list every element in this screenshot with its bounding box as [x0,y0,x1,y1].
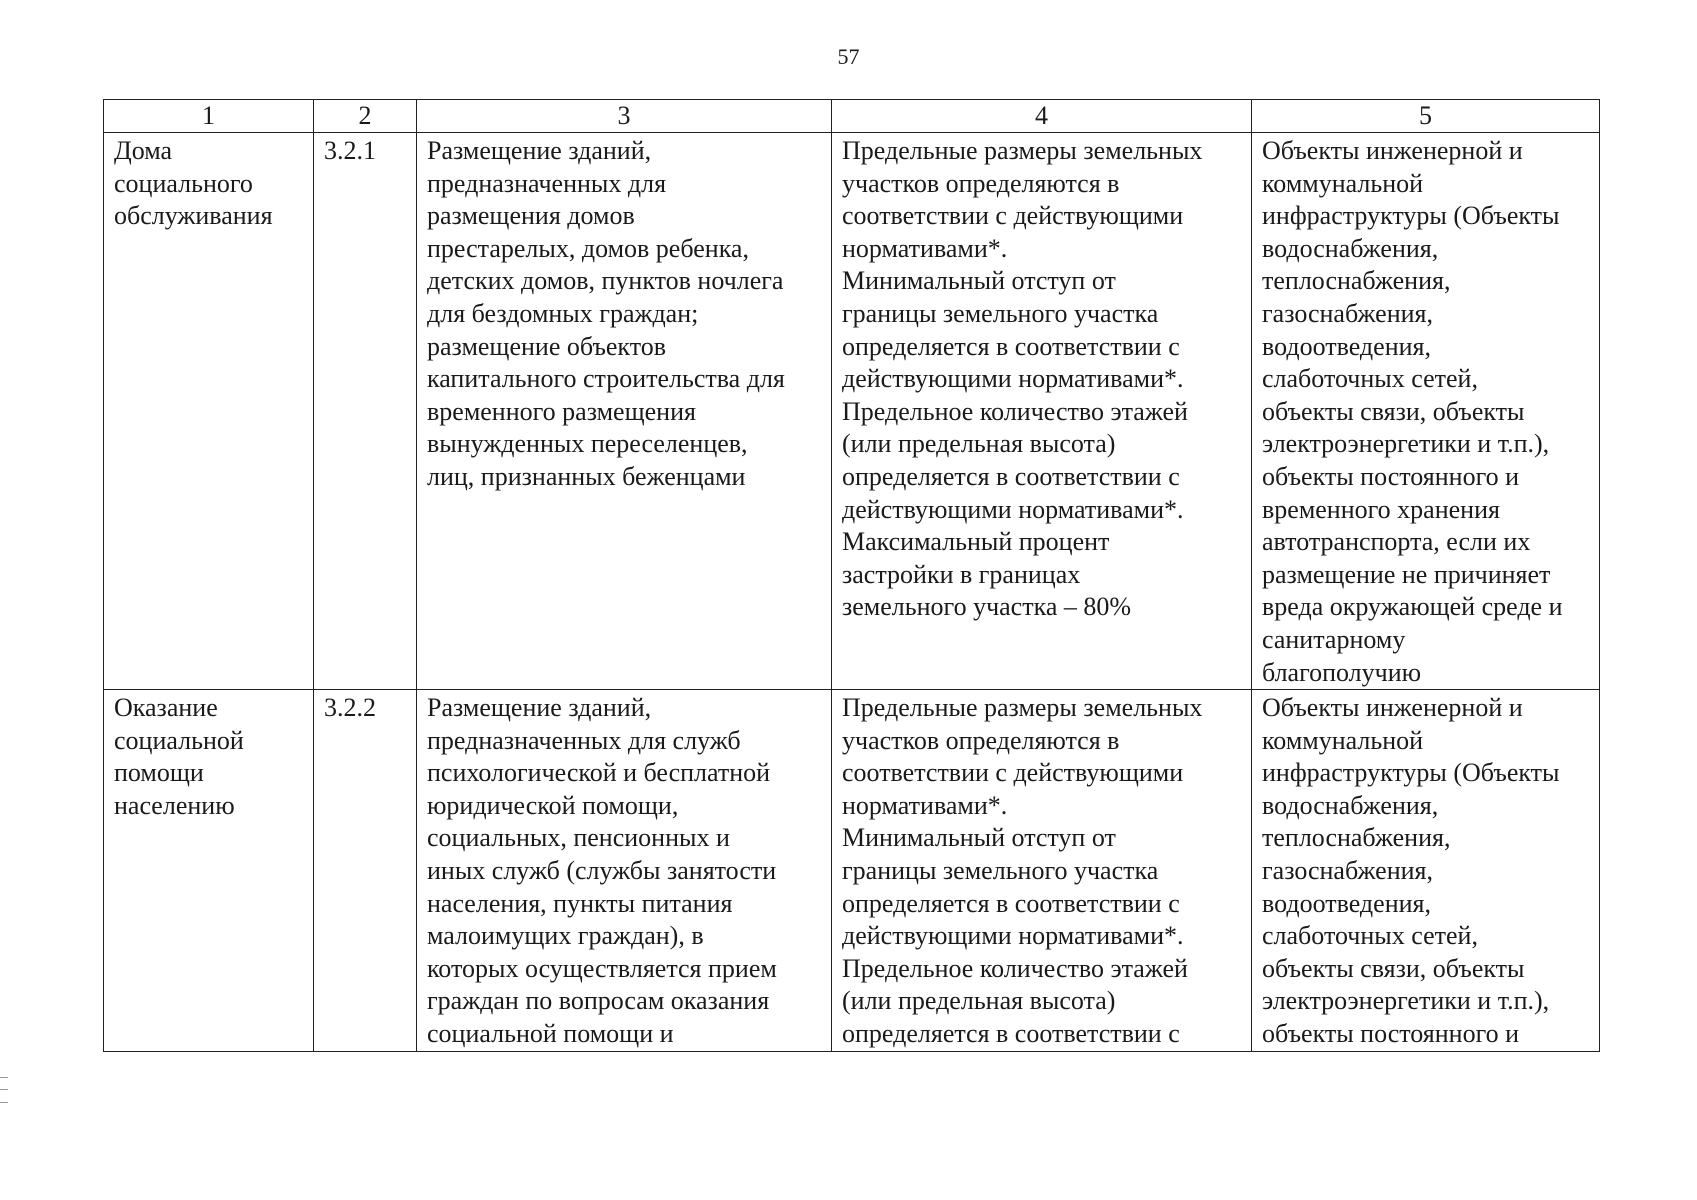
cell-text-line: иных служб (службы занятости [427,856,777,886]
cell-use-code [314,690,417,1052]
cell-text-line: лиц, признанных беженцами [427,461,746,491]
cell-use-description [417,133,832,690]
cell-text-line: социальной помощи и [427,1019,674,1049]
cell-text-line: Размещение зданий, [427,693,652,723]
cell-text-line: Предельное количество этажей [842,396,1188,426]
cell-text-line: Максимальный процент [842,527,1110,557]
cell-text-line: участков определяются в [842,725,1120,755]
cell-text-line: помощи [114,758,204,788]
cell-text-line: слаботочных сетей, [1262,921,1478,951]
cell-text-line: санитарному [1262,624,1406,654]
cell-text-line: Размещение зданий, [427,136,652,165]
cell-text-line: коммунальной [1262,168,1424,198]
cell-text-line: временного хранения [1262,494,1500,524]
cell-text-line: Дома [114,136,173,165]
cell-text-line: объекты связи, объекты [1262,396,1525,426]
cell-text-line: соответствии с действующими [842,758,1184,788]
column-header-2: 2 [314,100,417,133]
cell-text-line: водоотведения, [1262,888,1431,918]
cell-text-line: Предельные размеры земельных [842,136,1203,165]
cell-text-line: обслуживания [114,201,273,231]
land-use-table [103,99,1600,1052]
cell-text-line: предназначенных для служб [427,725,741,755]
cell-text-line: граждан по вопросам оказания [427,986,770,1016]
cell-text-line: (или предельная высота) [842,986,1116,1016]
cell-text-line: определяется в соответствии с [842,461,1180,491]
cell-auxiliary-uses [1252,133,1600,690]
header-row [104,100,1600,133]
cell-text-line: временного размещения [427,396,696,426]
cell-text-line: действующими нормативами*. [842,364,1184,394]
table-row [104,133,1600,690]
cell-text-line: социального [114,168,253,198]
cell-text-line: соответствии с действующими [842,201,1184,231]
cell-text-line: теплоснабжения, [1262,823,1451,853]
cell-text-line: благополучию [1262,657,1422,687]
cell-text-line: земельного участка – 80% [842,592,1132,622]
column-header-4: 4 [832,100,1252,133]
cell-text-line: Минимальный отступ от [842,266,1116,296]
cell-text-line: газоснабжения, [1262,298,1433,328]
cell-text-line: Предельные размеры земельных [842,693,1203,723]
cell-text-line: участков определяются в [842,168,1120,198]
table-row [104,690,1600,1052]
cell-text-line: автотранспорта, если их [1262,527,1531,557]
page-number: 57 [837,44,860,69]
cell-use-name [104,690,314,1052]
cell-text-line: населению [114,790,235,820]
cell-text-line: для бездомных граждан; [427,298,699,328]
cell-text-line: объекты постоянного и [1262,461,1520,491]
cell-text-line: размещение не причиняет [1262,559,1551,589]
cell-text-line: 3.2.2 [324,693,376,723]
cell-text-line: социальных, пенсионных и [427,823,730,853]
cell-text-line: населения, пункты питания [427,888,733,918]
cell-text-line: водоснабжения, [1262,790,1439,820]
cell-parameters [832,133,1252,690]
cell-text-line: нормативами*. [842,233,1008,263]
cell-text-line: электроэнергетики и т.п.), [1262,429,1550,459]
cell-text-line: определяется в соответствии с [842,1019,1180,1049]
cell-text-line: Минимальный отступ от [842,823,1116,853]
cell-use-description [417,690,832,1052]
cell-use-name [104,133,314,690]
column-header-5: 5 [1252,100,1600,133]
cell-text-line: действующими нормативами*. [842,921,1184,951]
cell-text-line: электроэнергетики и т.п.), [1262,986,1550,1016]
cell-text-line: определяется в соответствии с [842,888,1180,918]
cell-text-line: 3.2.1 [324,136,376,165]
cell-text-line: психологической и бесплатной [427,758,771,788]
cell-text-line: действующими нормативами*. [842,494,1184,524]
cell-text-line: вреда окружающей среде и [1262,592,1563,622]
cell-text-line: (или предельная высота) [842,429,1116,459]
cell-text-line: инфраструктуры (Объекты [1262,758,1560,788]
cell-text-line: юридической помощи, [427,790,679,820]
column-header-3: 3 [417,100,832,133]
cell-parameters [832,690,1252,1052]
cell-text-line: Объекты инженерной и [1262,136,1523,165]
cell-text-line: границы земельного участка [842,856,1159,886]
cell-text-line: вынужденных переселенцев, [427,429,748,459]
cell-use-code [314,133,417,690]
cell-text-line: объекты связи, объекты [1262,953,1525,983]
cell-text-line: инфраструктуры (Объекты [1262,201,1560,231]
column-header-1: 1 [104,100,314,133]
cell-text-line: которых осуществляется прием [427,953,777,983]
cell-text-line: размещения домов [427,201,635,231]
scan-edge-mark [0,1077,8,1103]
cell-text-line: малоимущих граждан), в [427,921,704,951]
cell-text-line: предназначенных для [427,168,667,198]
cell-text-line: Оказание [114,693,218,723]
cell-text-line: водоснабжения, [1262,233,1439,263]
cell-text-line: застройки в границах [842,559,1081,589]
cell-text-line: теплоснабжения, [1262,266,1451,296]
cell-text-line: детских домов, пунктов ночлега [427,266,784,296]
cell-auxiliary-uses [1252,690,1600,1052]
cell-text-line: социальной [114,725,244,755]
cell-text-line: газоснабжения, [1262,856,1433,886]
cell-text-line: границы земельного участка [842,298,1159,328]
cell-text-line: капитального строительства для [427,364,785,394]
cell-text-line: Объекты инженерной и [1262,693,1523,723]
cell-text-line: Предельное количество этажей [842,953,1188,983]
cell-text-line: размещение объектов [427,331,667,361]
cell-text-line: слаботочных сетей, [1262,364,1478,394]
cell-text-line: определяется в соответствии с [842,331,1180,361]
cell-text-line: нормативами*. [842,790,1008,820]
cell-text-line: коммунальной [1262,725,1424,755]
cell-text-line: объекты постоянного и [1262,1019,1520,1049]
cell-text-line: престарелых, домов ребенка, [427,233,749,263]
cell-text-line: водоотведения, [1262,331,1431,361]
